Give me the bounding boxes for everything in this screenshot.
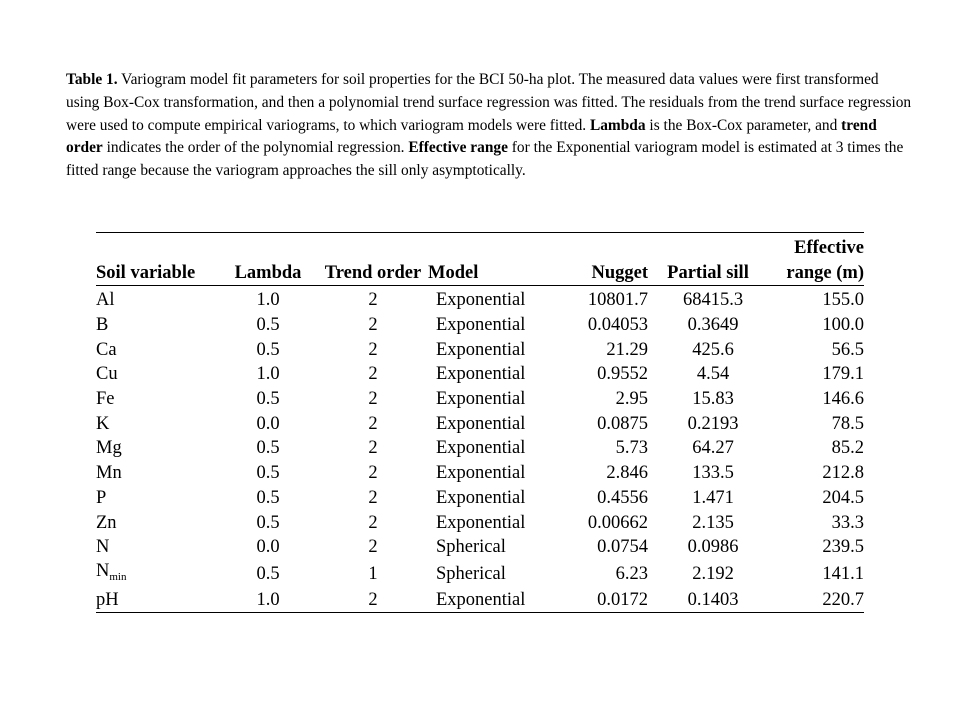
- cell-model-value: Exponential: [436, 315, 526, 336]
- header-effective-range: range (m): [786, 263, 864, 283]
- table-row: [96, 510, 864, 535]
- cell-partial-sill: [648, 560, 768, 588]
- cell-nugget-value: 0.04053: [587, 315, 648, 336]
- cell-effective-range: [768, 486, 864, 511]
- cell-nugget: [554, 560, 648, 588]
- cell-soil-variable-value: P: [96, 487, 107, 508]
- cell-partial-sill-value: 1.471: [692, 487, 734, 508]
- cell-lambda-value: 1.0: [256, 364, 280, 385]
- cell-soil-variable: [96, 337, 218, 362]
- cell-effective-range: [768, 387, 864, 412]
- cell-effective-range: [768, 362, 864, 387]
- cell-lambda: [218, 411, 318, 436]
- cell-trend-order: [318, 486, 428, 511]
- cell-model-value: Exponential: [436, 413, 526, 434]
- cell-nugget-value: 0.9552: [597, 364, 648, 385]
- cell-model: [428, 411, 554, 436]
- cell-partial-sill: [648, 486, 768, 511]
- table-row: [96, 486, 864, 511]
- cell-nugget: [554, 436, 648, 461]
- header-lambda: Lambda: [234, 263, 302, 283]
- cell-soil-variable-value: N: [96, 560, 110, 581]
- cell-model: [428, 286, 554, 313]
- cell-nugget: [554, 411, 648, 436]
- header-effective: Effective: [794, 238, 864, 258]
- cell-soil-variable: [96, 486, 218, 511]
- cell-trend-order-value: 2: [368, 463, 378, 484]
- cell-model: [428, 387, 554, 412]
- cell-effective-range-value: 78.5: [831, 413, 864, 434]
- table-row: [96, 362, 864, 387]
- cell-lambda: [218, 588, 318, 613]
- cell-soil-variable-value: Mg: [96, 438, 122, 459]
- cell-trend-order: [318, 461, 428, 486]
- cell-model: [428, 486, 554, 511]
- cell-partial-sill-value: 0.0986: [687, 537, 739, 558]
- cell-model-value: Exponential: [436, 339, 526, 360]
- cell-nugget: [554, 486, 648, 511]
- cell-nugget-value: 0.00662: [587, 512, 648, 533]
- cell-soil-variable-value: Cu: [96, 364, 118, 385]
- header-nugget: Nugget: [591, 263, 648, 283]
- cell-effective-range: [768, 313, 864, 338]
- cell-nugget: [554, 461, 648, 486]
- header-soil-variable: Soil variable: [96, 263, 196, 283]
- cell-partial-sill-value: 0.2193: [687, 413, 739, 434]
- cell-nugget-value: 10801.7: [587, 290, 648, 311]
- cell-model: [428, 362, 554, 387]
- variogram-table: [96, 232, 864, 613]
- cell-soil-variable-value: B: [96, 315, 109, 336]
- cell-partial-sill-value: 0.3649: [687, 315, 739, 336]
- cell-trend-order-value: 2: [368, 537, 378, 558]
- cell-model: [428, 337, 554, 362]
- cell-soil-variable: [96, 560, 218, 588]
- caption-text-3: indicates the order of the polynomial regression.: [102, 139, 409, 157]
- table-row: [96, 560, 864, 588]
- cell-soil-variable: [96, 461, 218, 486]
- cell-model: [428, 461, 554, 486]
- cell-effective-range-value: 212.8: [822, 463, 864, 484]
- cell-trend-order: [318, 535, 428, 560]
- cell-partial-sill-value: 4.54: [696, 364, 730, 385]
- cell-partial-sill: [648, 411, 768, 436]
- header-row: [96, 259, 864, 286]
- cell-partial-sill: [648, 535, 768, 560]
- cell-soil-variable-value: Al: [96, 290, 115, 311]
- header-model: Model: [428, 263, 479, 283]
- cell-lambda-value: 0.0: [256, 537, 280, 558]
- cell-partial-sill-value: 64.27: [692, 438, 734, 459]
- cell-lambda: [218, 313, 318, 338]
- cell-soil-variable: [96, 510, 218, 535]
- cell-model-value: Exponential: [436, 364, 526, 385]
- caption-text-1: Variogram model fit parameters for soil properties for the BCI 50-ha plot. The measured data values were first transformed using Box-Cox transformation, and then a polynomial trend surface regression was fitted. The residuals from the trend surface regression were used to compute empirical variograms, to which variogram models were fitted.: [66, 71, 912, 134]
- cell-nugget: [554, 286, 648, 313]
- cell-lambda: [218, 560, 318, 588]
- cell-lambda-value: 0.5: [256, 339, 280, 360]
- caption-text-4: for the Exponential variogram model is estimated at 3 times the fitted range because the variogram approaches the sill only asymptotically.: [66, 139, 904, 180]
- cell-nugget-value: 0.0754: [597, 537, 648, 558]
- cell-lambda-value: 0.5: [256, 512, 280, 533]
- cell-effective-range-value: 85.2: [831, 438, 864, 459]
- cell-partial-sill-value: 15.83: [692, 389, 734, 410]
- table-body: [96, 286, 864, 613]
- variogram-table-container: [96, 232, 864, 613]
- cell-trend-order-value: 2: [368, 339, 378, 360]
- cell-lambda: [218, 461, 318, 486]
- cell-partial-sill: [648, 387, 768, 412]
- cell-trend-order-value: 2: [368, 389, 378, 410]
- cell-lambda: [218, 337, 318, 362]
- cell-lambda: [218, 286, 318, 313]
- cell-model: [428, 313, 554, 338]
- cell-soil-variable: [96, 362, 218, 387]
- cell-trend-order: [318, 560, 428, 588]
- cell-trend-order-value: 2: [368, 512, 378, 533]
- table-row: [96, 286, 864, 313]
- cell-trend-order-value: 2: [368, 364, 378, 385]
- cell-partial-sill-value: 0.1403: [687, 589, 739, 610]
- cell-model: [428, 588, 554, 613]
- cell-lambda-value: 0.5: [256, 389, 280, 410]
- table-row: [96, 588, 864, 613]
- cell-trend-order: [318, 337, 428, 362]
- cell-lambda-value: 0.5: [256, 487, 280, 508]
- cell-model-value: Spherical: [436, 563, 506, 584]
- cell-nugget: [554, 362, 648, 387]
- cell-nugget: [554, 535, 648, 560]
- cell-lambda-value: 0.5: [256, 463, 280, 484]
- cell-model: [428, 560, 554, 588]
- cell-soil-variable-value: Mn: [96, 463, 122, 484]
- cell-model-value: Exponential: [436, 290, 526, 311]
- caption-term-lambda: Lambda: [589, 116, 646, 134]
- caption-term-trend-order: trend order: [66, 116, 877, 157]
- cell-soil-variable: [96, 387, 218, 412]
- cell-soil-variable: [96, 286, 218, 313]
- cell-trend-order: [318, 387, 428, 412]
- cell-effective-range-value: 141.1: [822, 563, 864, 584]
- cell-nugget-value: 0.4556: [597, 487, 648, 508]
- cell-soil-variable: [96, 436, 218, 461]
- cell-nugget-value: 0.0875: [597, 413, 648, 434]
- soil-variable-subscript: min: [109, 570, 127, 583]
- cell-trend-order: [318, 286, 428, 313]
- cell-effective-range: [768, 510, 864, 535]
- cell-trend-order-value: 1: [368, 563, 378, 584]
- header-row-top: [96, 233, 864, 260]
- cell-trend-order: [318, 313, 428, 338]
- caption-text-2: is the Box-Cox parameter, and: [645, 116, 842, 134]
- cell-partial-sill: [648, 362, 768, 387]
- cell-nugget: [554, 337, 648, 362]
- table-row: [96, 411, 864, 436]
- cell-effective-range: [768, 535, 864, 560]
- cell-soil-variable-value: N: [96, 537, 110, 558]
- cell-effective-range-value: 239.5: [822, 537, 864, 558]
- cell-lambda: [218, 486, 318, 511]
- table-header: [96, 233, 864, 286]
- cell-effective-range-value: 204.5: [822, 487, 864, 508]
- cell-nugget: [554, 588, 648, 613]
- cell-soil-variable-value: Zn: [96, 512, 117, 533]
- cell-soil-variable-value: K: [96, 413, 110, 434]
- cell-model: [428, 535, 554, 560]
- cell-partial-sill: [648, 461, 768, 486]
- cell-model-value: Exponential: [436, 487, 526, 508]
- cell-effective-range: [768, 286, 864, 313]
- cell-nugget-value: 2.95: [615, 389, 648, 410]
- cell-lambda: [218, 436, 318, 461]
- cell-trend-order: [318, 362, 428, 387]
- cell-model-value: Exponential: [436, 463, 526, 484]
- cell-partial-sill: [648, 510, 768, 535]
- cell-soil-variable: [96, 313, 218, 338]
- cell-trend-order: [318, 436, 428, 461]
- cell-partial-sill: [648, 313, 768, 338]
- cell-partial-sill: [648, 588, 768, 613]
- cell-lambda: [218, 535, 318, 560]
- cell-partial-sill-value: 133.5: [692, 463, 734, 484]
- cell-effective-range-value: 146.6: [822, 389, 864, 410]
- cell-effective-range: [768, 560, 864, 588]
- cell-soil-variable: [96, 411, 218, 436]
- cell-lambda-value: 1.0: [256, 589, 280, 610]
- cell-lambda-value: 1.0: [256, 290, 280, 311]
- cell-lambda: [218, 510, 318, 535]
- cell-nugget-value: 2.846: [606, 463, 648, 484]
- cell-effective-range-value: 56.5: [831, 339, 864, 360]
- cell-model-value: Exponential: [436, 512, 526, 533]
- cell-trend-order-value: 2: [368, 413, 378, 434]
- caption-term-effective-range: Effective range: [408, 139, 508, 157]
- cell-soil-variable-value: pH: [96, 589, 119, 610]
- cell-effective-range-value: 220.7: [822, 589, 864, 610]
- cell-trend-order-value: 2: [368, 487, 378, 508]
- cell-nugget-value: 6.23: [615, 563, 648, 584]
- cell-effective-range-value: 100.0: [822, 315, 864, 336]
- cell-partial-sill: [648, 286, 768, 313]
- cell-lambda-value: 0.0: [256, 413, 280, 434]
- table-row: [96, 387, 864, 412]
- table-row: [96, 313, 864, 338]
- cell-lambda: [218, 362, 318, 387]
- cell-effective-range-value: 33.3: [831, 512, 864, 533]
- table-caption: [66, 69, 914, 183]
- cell-model: [428, 510, 554, 535]
- cell-partial-sill: [648, 436, 768, 461]
- cell-soil-variable-value: Ca: [96, 339, 117, 360]
- table-row: [96, 337, 864, 362]
- cell-effective-range: [768, 337, 864, 362]
- cell-nugget-value: 21.29: [606, 339, 648, 360]
- table-row: [96, 436, 864, 461]
- cell-partial-sill-value: 2.135: [692, 512, 734, 533]
- cell-effective-range: [768, 436, 864, 461]
- cell-trend-order-value: 2: [368, 290, 378, 311]
- cell-trend-order-value: 2: [368, 589, 378, 610]
- cell-nugget: [554, 387, 648, 412]
- cell-lambda-value: 0.5: [256, 315, 280, 336]
- cell-partial-sill-value: 2.192: [692, 563, 734, 584]
- cell-nugget-value: 0.0172: [597, 589, 648, 610]
- cell-soil-variable: [96, 535, 218, 560]
- table-row: [96, 535, 864, 560]
- cell-lambda: [218, 387, 318, 412]
- table-row: [96, 461, 864, 486]
- cell-trend-order: [318, 588, 428, 613]
- cell-trend-order-value: 2: [368, 315, 378, 336]
- cell-trend-order: [318, 510, 428, 535]
- header-partial-sill: Partial sill: [667, 263, 749, 283]
- cell-model-value: Exponential: [436, 389, 526, 410]
- cell-soil-variable-value: Fe: [96, 389, 115, 410]
- cell-model-value: Exponential: [436, 589, 526, 610]
- cell-partial-sill-value: 425.6: [692, 339, 734, 360]
- cell-partial-sill: [648, 337, 768, 362]
- cell-lambda-value: 0.5: [256, 438, 280, 459]
- cell-partial-sill-value: 68415.3: [682, 290, 744, 311]
- cell-trend-order-value: 2: [368, 438, 378, 459]
- cell-effective-range-value: 179.1: [822, 364, 864, 385]
- cell-lambda-value: 0.5: [256, 563, 280, 584]
- cell-nugget: [554, 313, 648, 338]
- cell-effective-range-value: 155.0: [822, 290, 864, 311]
- cell-effective-range: [768, 588, 864, 613]
- header-trend-order: Trend order: [324, 263, 422, 283]
- cell-effective-range: [768, 411, 864, 436]
- cell-model: [428, 436, 554, 461]
- caption-label: Table 1.: [66, 71, 118, 88]
- cell-effective-range: [768, 461, 864, 486]
- cell-trend-order: [318, 411, 428, 436]
- cell-soil-variable: [96, 588, 218, 613]
- cell-nugget-value: 5.73: [615, 438, 648, 459]
- cell-nugget: [554, 510, 648, 535]
- cell-model-value: Exponential: [436, 438, 526, 459]
- cell-model-value: Spherical: [436, 537, 506, 558]
